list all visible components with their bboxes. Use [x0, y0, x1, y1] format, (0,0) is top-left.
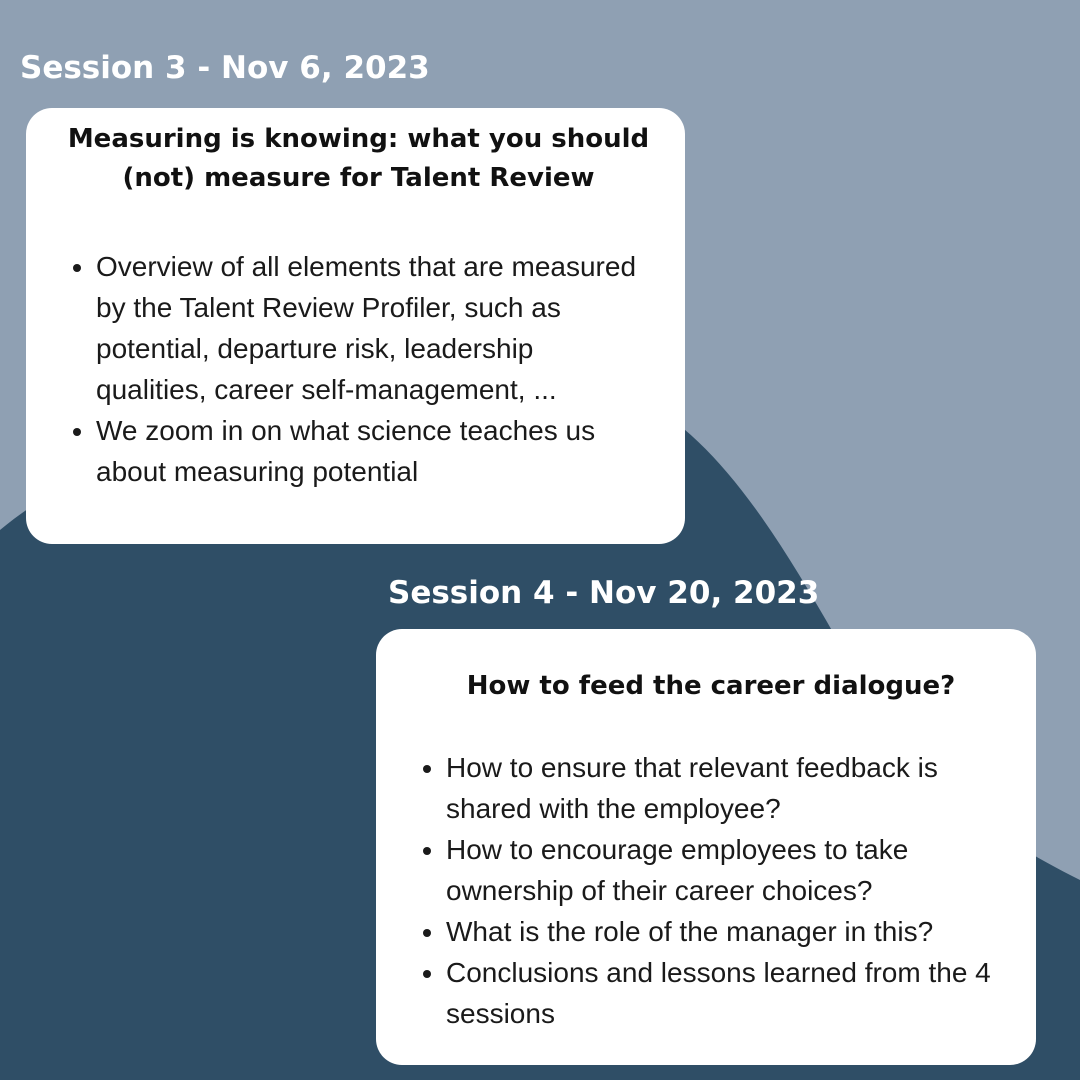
bullet-item: • What is the role of the manager in this?	[446, 911, 1006, 952]
bullet-item: • We zoom in on what science teaches us about measuring potential	[96, 410, 651, 492]
session-3-heading: Session 3 - Nov 6, 2023	[20, 50, 430, 86]
session-4-heading: Session 4 - Nov 20, 2023	[388, 575, 820, 611]
bullet-item: • Overview of all elements that are measured by the Talent Review Profiler, such as potential, departure risk, leadership qualities, career self-management, ...	[96, 246, 651, 410]
session-3-card	[26, 108, 685, 544]
bullet-item: • How to ensure that relevant feedback is shared with the employee?	[446, 747, 1006, 829]
session-3-bullet-list	[66, 246, 651, 492]
session-3-title-line-1: Measuring is knowing: what you should	[67, 124, 650, 154]
bullet-item: • How to encourage employees to take ownership of their career choices?	[446, 829, 1006, 911]
session-3-title-line-2: (not) measure for Talent Review	[122, 163, 595, 193]
session-4-title: How to feed the career dialogue?	[466, 671, 956, 701]
session-4-card	[376, 629, 1036, 1065]
session-4-bullet-list	[416, 747, 1006, 1034]
session-3-title	[66, 120, 651, 198]
bullet-item: • Conclusions and lessons learned from the 4 sessions	[446, 952, 1006, 1034]
